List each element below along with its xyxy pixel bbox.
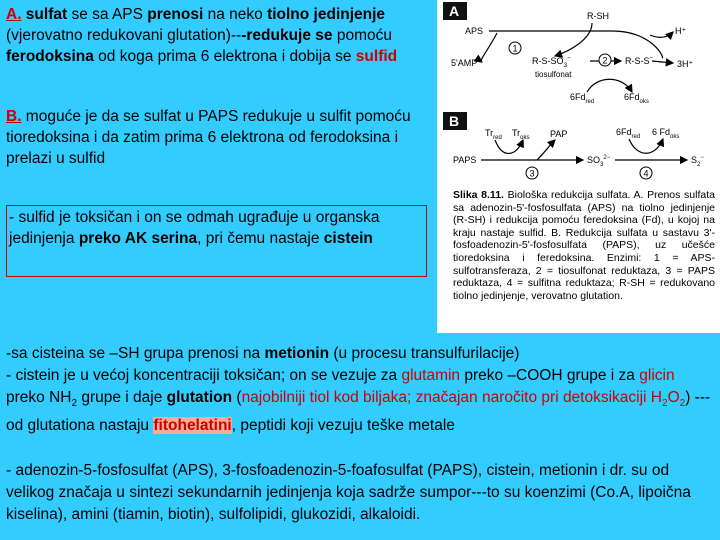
enzyme-4-number: 4 bbox=[643, 168, 649, 179]
node-fd-red bbox=[570, 92, 594, 105]
text: na neko bbox=[203, 6, 268, 23]
text: cistein bbox=[323, 230, 373, 247]
text: glutamin bbox=[401, 367, 461, 384]
arrow-tr bbox=[495, 140, 523, 154]
superscript: − bbox=[700, 155, 704, 161]
subscript: oks bbox=[520, 135, 530, 141]
arrow-fd-a bbox=[587, 79, 632, 92]
node-5amp: 5'AMP bbox=[451, 58, 478, 68]
arrow-rsh bbox=[555, 23, 592, 56]
node-so3 bbox=[587, 155, 611, 168]
panel-a-label: A bbox=[449, 3, 460, 19]
node-tr-oks bbox=[512, 128, 530, 141]
paragraph-cistein bbox=[6, 343, 716, 437]
text: preko NH bbox=[6, 389, 72, 406]
text: moguće je da se sulfat u PAPS redukuje u sulfit pomoću tioredoksina i da zatim prima 6 elektrona od ferodoksina i prelazi u sulfid bbox=[6, 108, 411, 167]
caption-title: Slika 8.11. bbox=[453, 189, 504, 201]
text: preko –COOH grupe i za bbox=[460, 367, 640, 384]
figure-caption bbox=[453, 189, 715, 302]
text: glicin bbox=[639, 367, 675, 384]
node-6fd-oks bbox=[652, 127, 679, 140]
node-paps: PAPS bbox=[453, 155, 477, 165]
node-3h: 3H⁺ bbox=[677, 59, 694, 69]
node-rsh: R-SH bbox=[587, 11, 609, 21]
figure-sulfate-reduction bbox=[437, 0, 720, 333]
label-a: A. bbox=[6, 6, 22, 23]
text: sulfid bbox=[355, 48, 398, 65]
superscript: 2− bbox=[603, 155, 611, 161]
node-s2 bbox=[691, 155, 704, 168]
text: -sa cisteina se –SH grupa prenosi na bbox=[6, 345, 265, 362]
subscript: red bbox=[493, 135, 502, 141]
subscript: 2 bbox=[662, 398, 668, 410]
text: tiolno jedinjenje bbox=[267, 6, 386, 23]
arrow-h-plus bbox=[650, 32, 673, 37]
text: S bbox=[691, 155, 698, 165]
paragraph-a bbox=[6, 4, 426, 67]
subscript: red bbox=[631, 134, 641, 140]
arrow-3h bbox=[652, 61, 673, 63]
node-6fd-red bbox=[616, 127, 640, 140]
enzyme-3-number: 3 bbox=[529, 168, 535, 179]
text: (u procesu transulfurilacije) bbox=[329, 345, 520, 362]
text: glutation bbox=[166, 389, 233, 406]
node-pap: PAP bbox=[550, 129, 568, 139]
text: R-S-S bbox=[625, 56, 650, 66]
text: fitohelatini bbox=[153, 417, 232, 435]
text: prenosi bbox=[147, 6, 204, 23]
subscript: red bbox=[585, 99, 595, 105]
panel-b-label: B bbox=[449, 113, 460, 129]
superscript: − bbox=[567, 55, 571, 62]
node-rsso3 bbox=[532, 55, 571, 69]
paragraph-b bbox=[6, 106, 426, 169]
text: od koga prima 6 elektrona i dobija se bbox=[93, 48, 356, 65]
text: ) ---od glutationa nastaju bbox=[6, 389, 711, 435]
node-h-plus: H⁺ bbox=[675, 26, 687, 36]
text: najobilniji tiol kod biljaka; značajan naročito pri detoksikaciji H bbox=[241, 389, 662, 406]
text: R-S-SO bbox=[532, 56, 564, 66]
subscript: 2 bbox=[697, 162, 701, 168]
text: - adenozin-5-fosfosulfat (APS), 3-fosfoadenozin-5-foafosulfat (PAPS), cistein, metionin i dr. su od velikog značaja u sintezi sekundarnih jedinjenja koja sadrže sumpor---to su koenzimi (Co.A, lipoična kiselina), amini (tiamin, biotin), sulfolipidi, glukozidi, alkaloidi. bbox=[6, 462, 691, 523]
subscript: 3 bbox=[600, 162, 604, 168]
arrow-pap bbox=[537, 140, 555, 160]
text: - cistein je u većoj koncentraciji toksičan; on se vezuje za bbox=[6, 367, 402, 384]
label-b: B. bbox=[6, 108, 22, 125]
text: SO bbox=[587, 155, 601, 165]
node-rss bbox=[625, 55, 654, 66]
caption-text: Biološka redukcija sulfata. A. Prenos sulfata sa adenozin-5'-fosfosulfata (APS) na tiolno jedinjenje (R-SH) i redukcija pomoću feredoksina (Fd), u kojoj na kraju nastaje sulfid. B. Redukcija sulfata u sastavu 3'-fosfoadenozin-5'-fosfosulfata (PAPS), uz učešće tioredoksina i feredoksina. Enzimi: 1 = APS-sulfotransferaza, 2 = tiosulfonat reduktaza, 3 = PAPS reduktaza, 4 = sulfitna reduktaza; R-SH = redukovano tiolno jedinjenje, verovatno glutation. bbox=[453, 189, 715, 302]
subscript: 3 bbox=[563, 62, 568, 69]
text: 6Fd bbox=[616, 127, 632, 137]
text: metionin bbox=[264, 345, 330, 362]
node-aps: APS bbox=[465, 26, 484, 36]
paragraph-compounds bbox=[6, 460, 718, 526]
text: 6Fd bbox=[570, 92, 586, 102]
node-fd-oks bbox=[624, 92, 649, 105]
text: (vjerovatno redukovani glutation)-- bbox=[6, 27, 242, 44]
text: , peptidi koji vezuju teške metale bbox=[231, 417, 455, 435]
text: Tr bbox=[512, 128, 521, 138]
subscript: 2 bbox=[71, 398, 78, 410]
subscript: oks bbox=[639, 99, 649, 105]
text: , pri čemu nastaje bbox=[197, 230, 324, 247]
text: pomoću bbox=[332, 27, 392, 44]
node-tr-red bbox=[485, 128, 502, 141]
text: grupe i daje bbox=[77, 389, 167, 406]
tiosulfonat-label: tiosulfonat bbox=[535, 70, 572, 79]
text: 6Fd bbox=[624, 92, 640, 102]
text: ( bbox=[232, 389, 242, 406]
paragraph-sulfid-box bbox=[6, 205, 427, 277]
text: ferodoksina bbox=[6, 48, 94, 65]
subscript: oks bbox=[670, 134, 680, 140]
text: -redukuje se bbox=[241, 27, 333, 44]
enzyme-1-number: 1 bbox=[512, 43, 518, 54]
text: se sa APS bbox=[67, 6, 148, 23]
text: preko AK serina bbox=[78, 230, 198, 247]
subscript: 2 bbox=[679, 398, 686, 410]
arrow-fd-b bbox=[629, 139, 663, 153]
superscript: − bbox=[649, 55, 654, 62]
enzyme-2-number: 2 bbox=[602, 55, 608, 66]
text: Tr bbox=[485, 128, 494, 138]
text: sulfat bbox=[21, 6, 68, 23]
text: 6 Fd bbox=[652, 127, 671, 137]
arrow-amp bbox=[481, 33, 497, 62]
text: - sulfid je toksičan i on se odmah ugrađuje u organska jedinjenja bbox=[9, 209, 380, 247]
text: O bbox=[667, 389, 680, 406]
